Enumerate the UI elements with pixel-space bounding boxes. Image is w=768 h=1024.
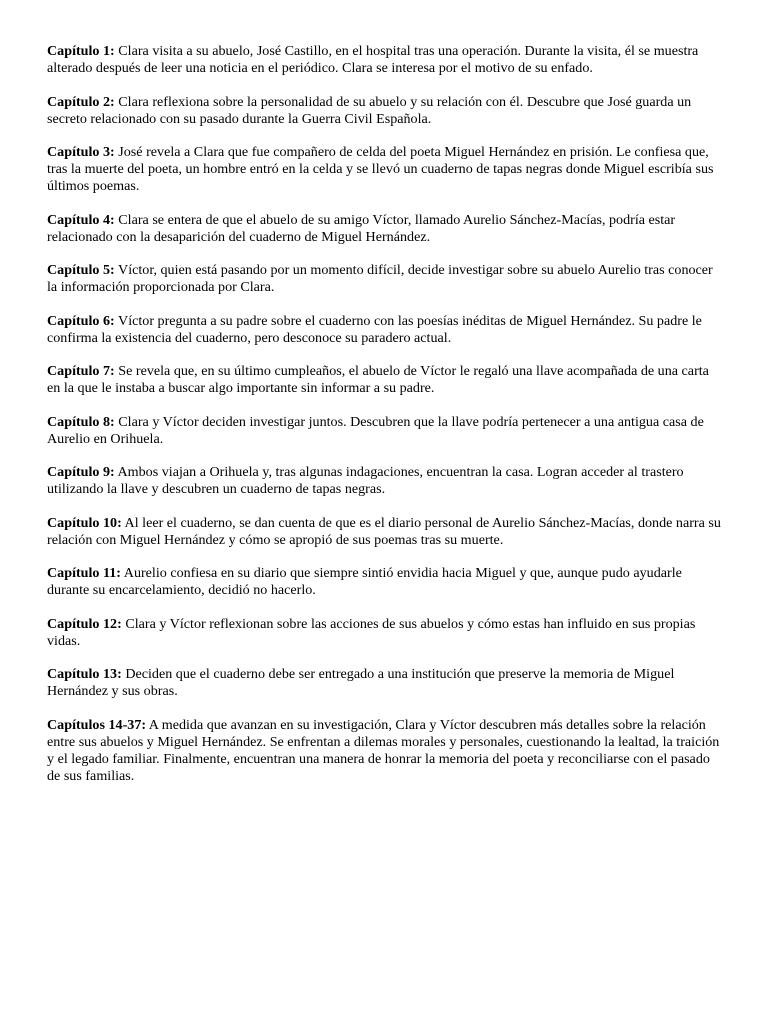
chapter-3-paragraph	[47, 144, 723, 195]
chapter-11-label: Capítulo 11:	[47, 565, 122, 581]
chapter-9-text: Ambos viajan a Orihuela y, tras algunas indagaciones, encuentran la casa. Logran acceder al trastero utilizando la llave y descubren un cuaderno de tapas negras.	[47, 464, 684, 497]
chapter-7-label: Capítulo 7:	[47, 363, 115, 379]
chapter-12-text: Clara y Víctor reflexionan sobre las acciones de sus abuelos y cómo estas han influido en sus propias vidas.	[47, 615, 696, 649]
chapter-10-label: Capítulo 10:	[47, 514, 122, 531]
chapter-5-label: Capítulo 5:	[47, 262, 115, 278]
chapter-2-label: Capítulo 2:	[47, 93, 115, 110]
chapter-6-label: Capítulo 6:	[47, 312, 115, 329]
chapter-5-text: Víctor, quien está pasando por un momento difícil, decide investigar sobre su abuelo Aurelio tras conocer la información proporcionada por Clara.	[47, 262, 713, 295]
chapter-8-paragraph	[47, 414, 723, 448]
chapter-9-paragraph	[47, 464, 723, 498]
document-page	[47, 43, 723, 801]
chapters-14-37-paragraph	[47, 717, 723, 785]
chapter-7-text: Se revela que, en su último cumpleaños, el abuelo de Víctor le regaló una llave acompañada de una carta en la que le instaba a buscar algo importante sin informar a su padre.	[47, 363, 709, 396]
chapter-12-paragraph	[47, 616, 723, 650]
chapter-6-paragraph	[47, 313, 723, 347]
chapters-14-37-label: Capítulos 14-37:	[47, 716, 147, 733]
chapter-1-label: Capítulo 1:	[47, 43, 115, 59]
chapter-7-paragraph	[47, 363, 723, 397]
chapter-3-label: Capítulo 3:	[47, 144, 115, 160]
chapters-14-37-text: A medida que avanzan en su investigación, Clara y Víctor descubren más detalles sobre la relación entre sus abuelos y Miguel Hernández. Se enfrentan a dilemas morales y personales, cuestionando la lealtad, la traición y el legado familiar. Finalmente, encuentran una manera de honrar la memoria del poeta y reconciliarse con el pasado de sus familias.	[47, 716, 720, 784]
chapter-8-label: Capítulo 8:	[47, 413, 115, 430]
chapter-2-text: Clara reflexiona sobre la personalidad de su abuelo y su relación con él. Descubre que José guarda un secreto relacionado con su pasado durante la Guerra Civil Española.	[47, 93, 692, 127]
chapter-13-label: Capítulo 13:	[47, 666, 122, 682]
chapter-1-text: Clara visita a su abuelo, José Castillo, en el hospital tras una operación. Durante la visita, él se muestra alterado después de leer una noticia en el periódico. Clara se interesa por el motivo de su enfado.	[47, 43, 699, 76]
chapter-2-paragraph	[47, 94, 723, 128]
chapter-4-label: Capítulo 4:	[47, 211, 115, 228]
chapter-8-text: Clara y Víctor deciden investigar juntos. Descubren que la llave podría pertenecer a una antigua casa de Aurelio en Orihuela.	[47, 413, 704, 447]
chapter-1-paragraph	[47, 43, 723, 77]
chapter-4-paragraph	[47, 212, 723, 246]
chapter-6-text: Víctor pregunta a su padre sobre el cuaderno con las poesías inéditas de Miguel Hernández. Su padre le confirma la existencia del cuaderno, pero desconoce su paradero actual.	[47, 312, 702, 346]
chapter-9-label: Capítulo 9:	[47, 464, 115, 480]
chapter-10-text: Al leer el cuaderno, se dan cuenta de que es el diario personal de Aurelio Sánchez-Macías, donde narra su relación con Miguel Hernández y cómo se apropió de sus poemas tras su muerte.	[47, 514, 721, 548]
chapter-13-text: Deciden que el cuaderno debe ser entregado a una institución que preserve la memoria de Miguel Hernández y sus obras.	[47, 666, 675, 699]
chapter-10-paragraph	[47, 515, 723, 549]
chapter-4-text: Clara se entera de que el abuelo de su amigo Víctor, llamado Aurelio Sánchez-Macías, podría estar relacionado con la desaparición del cuaderno de Miguel Hernández.	[47, 211, 676, 245]
chapter-11-text: Aurelio confiesa en su diario que siempre sintió envidia hacia Miguel y que, aunque pudo ayudarle durante su encarcelamiento, decidió no hacerlo.	[47, 565, 682, 598]
chapter-3-text: José revela a Clara que fue compañero de celda del poeta Miguel Hernández en prisión. Le confiesa que, tras la muerte del poeta, un hombre entró en la celda y se llevó un cuaderno de tapas negras donde Miguel escribía sus últimos poemas.	[47, 144, 714, 194]
chapter-13-paragraph	[47, 666, 723, 700]
chapter-11-paragraph	[47, 565, 723, 599]
chapter-5-paragraph	[47, 262, 723, 296]
chapter-12-label: Capítulo 12:	[47, 615, 122, 632]
